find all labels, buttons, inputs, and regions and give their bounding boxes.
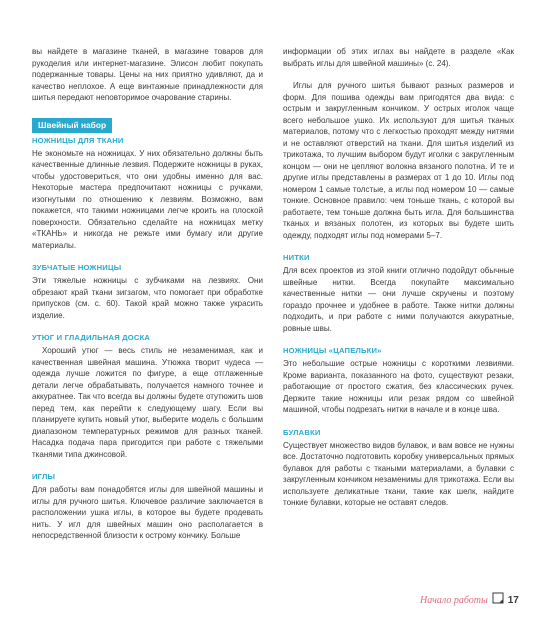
- paragraph-pins: Существует множество видов булавок, и вам вовсе не нужны все. Достаточно подготовить коробку универсальных прямых булавок для работы с ткаными материалами, а булавки с закругленным кончиком незаменимы для трикотажа. Если вы используете деликатные ткани, такие как шелк, найдите тонкие булавки, которые не оставят следов.: [283, 440, 514, 507]
- paragraph-threads: Для всех проектов из этой книги отлично подойдут обычные швейные нитки. Всегда покупайте максимально качественные нитки — они лучше скручены и поэтому гораздо прочнее и удобнее в работе. Также нитки должны подходить, и при работе с ними получаются аккуратные, ровные швы.: [283, 266, 514, 333]
- paragraph-needles: Для работы вам понадобятся иглы для швейной машины и иглы для ручного шитья. Ключевое различие заключается в расположении ушка иглы, в которое вы будете продевать нить. У игл для швейных машин оно располагается в непосредственной близости к острому кончику. Больше: [32, 485, 263, 540]
- paragraph-hand-needles: Иглы для ручного шитья бывают разных размеров и форм. Для пошива одежды вам пригодятся два вида: с острым и закругленным кончиком. У острых иголок чаще всего небольшое ушко. Их используют для шитья тканых материалов, потому что с легкостью проходят между нитями и не оставляют отверстий на ткани. Для шитья изделий из трикотажа, то лучшим выбором будут иголки с закругленным концом — они не цепляют волокна вязаного полотна. И те и другие иглы представлены в размерах от 1 до 10. Иглы под номером 1 самые толстые, а иглы под номером 10 — самые тонкие. Основное правило: чем тоньше ткань, с которой вы работаете, тем тоньше должна быть игла. Для большинства тканых и вязаных полотен, из которых вы будете шить одежду, подходят иглы под номерами 5–7.: [283, 81, 514, 240]
- section-badge: Швейный набор: [32, 118, 112, 133]
- heading-iron: УТЮГ И ГЛАДИЛЬНАЯ ДОСКА: [32, 333, 151, 342]
- paragraph-snips: Это небольшие острые ножницы с короткими лезвиями. Кроме варианта, показанного на фото, существуют резаки, работающие от простого сжатия, без классических ручек. Держите такие ножницы или резак рядом со швейной машиной, чтобы подрезать нитки в начале и в конце шва.: [283, 359, 514, 414]
- paragraph-iron: Хороший утюг — весь стиль не незаменимая, как и качественная швейная машина. Утюжка творит чудеса — одежда лучше ложится по фигуре, а еще отглаженные детали легче обрабатывать, получается намного точнее и аккуратнее. Так что всегда вы должны будете отутюжить шов перед тем, как перейти к следующему шагу. Если вы планируете купить новый утюг, выберите модель с большим диапазоном температурных режимов для разных тканей. Насадка подача пара пригодится при работе с тяжелыми тканями типа джинсовой.: [32, 346, 263, 459]
- paragraph-pinking-shears: Эти тяжелые ножницы с зубчиками на лезвиях. Они обрезают край ткани зигзагом, что помогает при обработке припусков (см. с. 60). Такой край можно также украсить изделие.: [32, 276, 263, 320]
- left-column: [32, 46, 263, 553]
- paragraph-needles-continued: информации об этих иглах вы найдете в разделе «Как выбрать иглы для швейной машины» (с. 24).: [283, 47, 514, 68]
- heading-pins: БУЛАВКИ: [283, 427, 321, 437]
- heading-pinking-shears: ЗУБЧАТЫЕ НОЖНИЦЫ: [32, 263, 122, 272]
- page-footer: [420, 592, 519, 608]
- paragraph-fabric-scissors: Не экономьте на ножницах. У них обязательно должны быть качественные длинные лезвия. Подержите ножницы в руках, чтобы удостовериться, что они удобны именно для вас. Некоторые мастера предпочитают ножницы с ручками, изогнутыми по отношению к лезвиям. Возможно, вам покажется, что такими ножницами легче кроить на плоской поверхности. Обязательно сделайте на ножницах метку «ТКАНЬ» и никогда не режьте ими бумагу или другие материалы.: [32, 148, 263, 250]
- page-corner-icon: [492, 591, 504, 609]
- heading-snips: НОЖНИЦЫ «ЦАПЕЛЬКИ»: [283, 346, 382, 355]
- heading-fabric-scissors: НОЖНИЦЫ ДЛЯ ТКАНИ: [32, 135, 124, 145]
- intro-paragraph: вы найдете в магазине тканей, в магазине товаров для рукоделия или интернет-магазине. Элисон любит покупать подержанные товары. Цены на них приятно удивляют, да и качество неплохое. А еще винтажные принадлежности для шитья передают неповторимое очарование старины.: [32, 47, 263, 102]
- heading-threads: НИТКИ: [283, 253, 310, 262]
- heading-needles: ИГЛЫ: [32, 472, 56, 481]
- right-column: [283, 46, 514, 520]
- page-number: 17: [507, 594, 519, 606]
- footer-title: Начало работы: [420, 594, 488, 606]
